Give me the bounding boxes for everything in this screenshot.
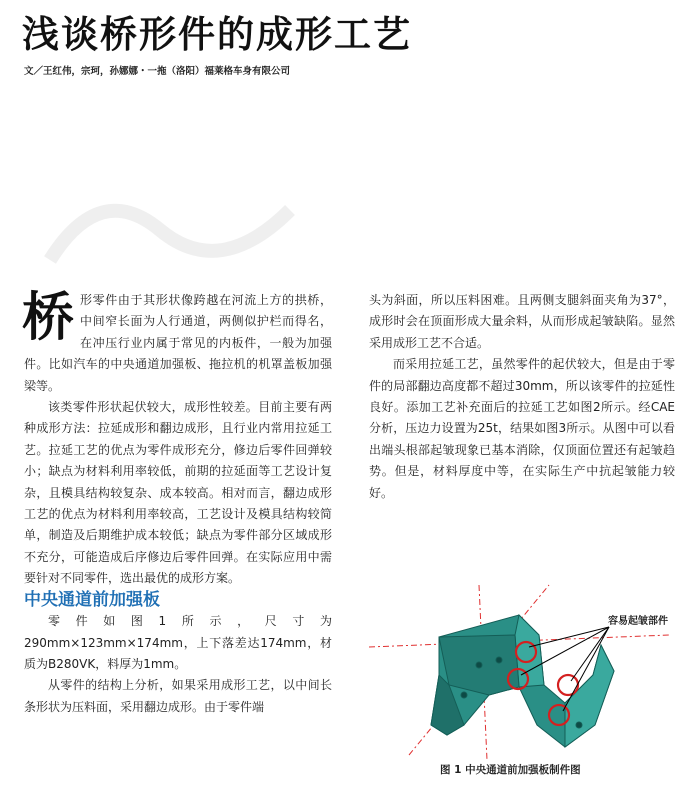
- wrinkle-circle: [558, 675, 578, 695]
- figure-annotation: 容易起皱部件: [608, 616, 668, 627]
- paragraph: 从零件的结构上分析，如果采用成形工艺，以中间长条形状为压料面，采用翻边成形。由于零件端: [24, 678, 332, 714]
- drop-cap: 桥: [22, 287, 75, 348]
- figure-1: [369, 575, 681, 765]
- right-column: [369, 290, 675, 504]
- paragraph: 头为斜面，所以压料困难。且两侧支腿斜面夹角为37°，成形时会在顶面形成大量余料，从而形成起皱缺陷。显然采用成形工艺不合适。: [369, 293, 675, 350]
- article-byline: 文／王红伟，宗珂，孙娜娜・一拖（洛阳）福莱格车身有限公司: [24, 66, 291, 77]
- part-drawing: [369, 575, 681, 765]
- paragraph: 该类零件形状起伏较大，成形性较差。目前主要有两种成形方法：拉延成形和翻边成形，且行业内常用拉延工艺。拉延工艺的优点为零件成形充分，修边后零件回弹较小；缺点为材料利用率较低，前期的拉延面等工艺设计复杂，且模具结构较复杂、成本较高。相对而言，翻边成形工艺的优点为材料利用率较高，工艺设计及模具结构较简单，制造及后期维护成本较低；缺点为零件部分区域成形不充分，可能造成后序修边后零件回弹。在实际应用中需要针对不同零件，选出最优的成形方案。: [24, 400, 332, 586]
- paragraph: 零件如图1所示，尺寸为290mm×123mm×174mm，上下落差达174mm，材质为B280VK，料厚为1mm。: [24, 614, 332, 671]
- background-watermark: [40, 170, 320, 280]
- bridge-part: [431, 615, 614, 747]
- article-title: 浅谈桥形件的成形工艺: [22, 13, 412, 56]
- paragraph: 桥形零件由于其形状像跨越在河流上方的拱桥，中间窄长面为人行通道，两侧似护栏而得名，在冲压行业内属于常见的内板件，一般为加强件。比如汽车的中央通道加强板、拖拉机的机罩盖板加强梁等。: [22, 287, 332, 393]
- paragraph: 而采用拉延工艺，虽然零件的起伏较大，但是由于零件的局部翻边高度都不超过30mm，所以该零件的拉延性良好。添加工艺补充面后的拉延工艺如图2所示。经CAE分析，压边力设置为25t，结果如图3所示。从图中可以看出端头根部起皱现象已基本消除，仅顶面位置还有起皱趋势。但是，材料厚度中等，在实际生产中抗起皱能力较好。: [369, 357, 675, 500]
- section-heading: 中央通道前加强板: [24, 589, 160, 610]
- left-column: [22, 287, 332, 718]
- figure-caption: 图 1 中央通道前加强板制件图: [440, 764, 581, 776]
